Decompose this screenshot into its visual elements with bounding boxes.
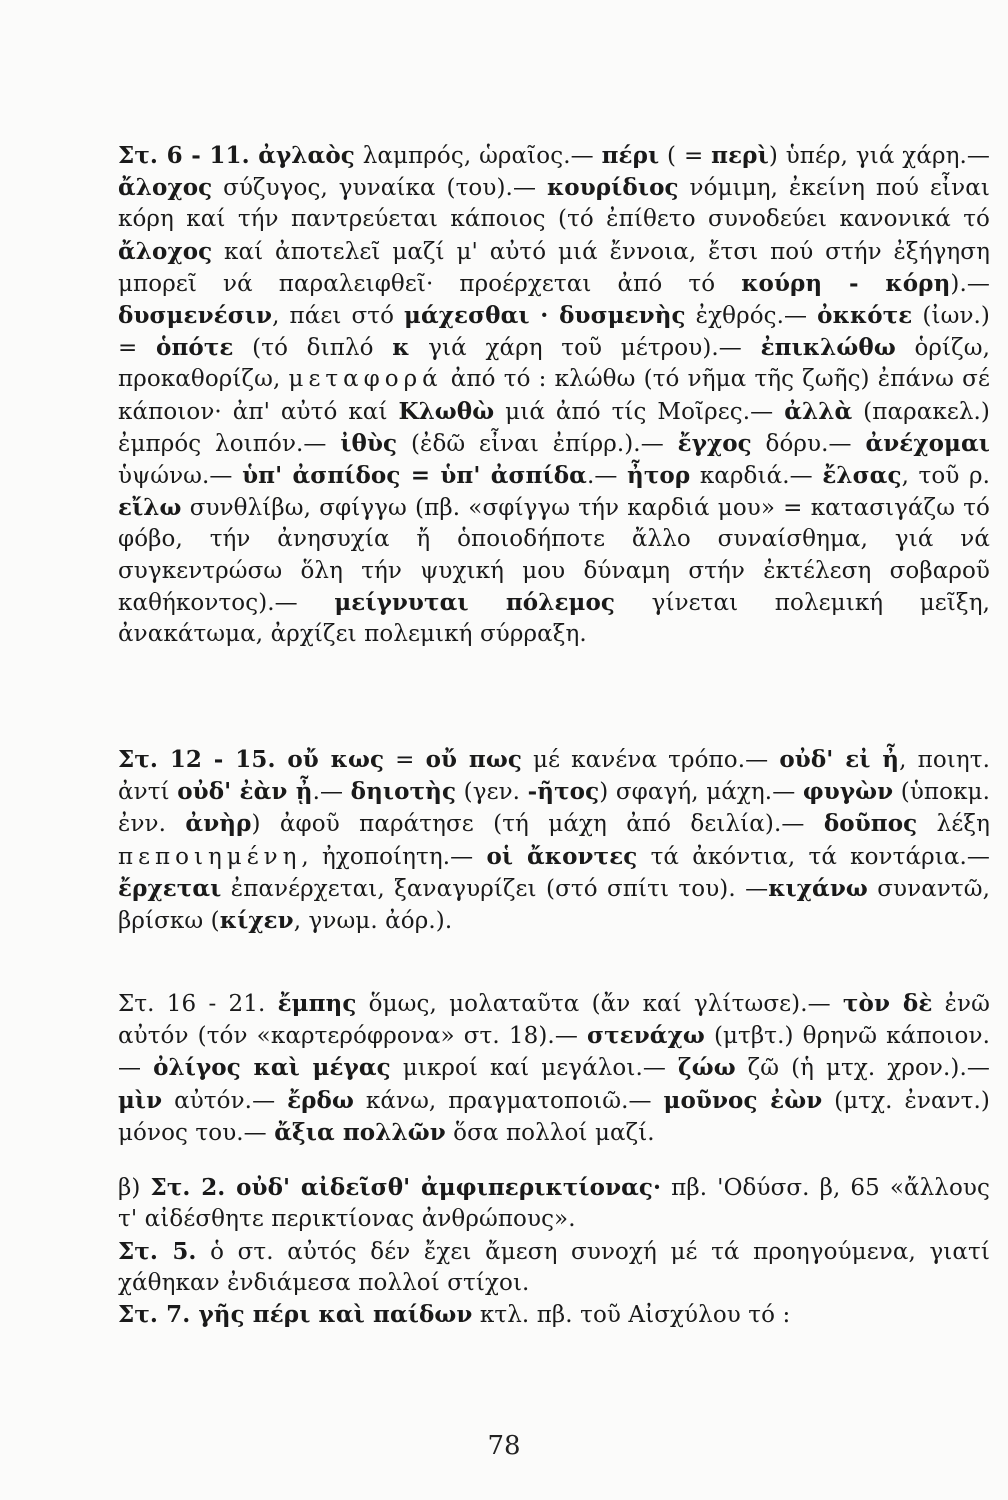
lemma-term: οὐδ' ἐὰν ᾖ bbox=[177, 778, 313, 806]
lemma-term: -ῆτος bbox=[527, 778, 600, 806]
gloss-text: = bbox=[384, 747, 426, 773]
gloss-text: , ἠχοποίητη.— bbox=[301, 843, 487, 870]
lemma-term: κούρη - κόρη bbox=[741, 269, 951, 297]
lemma-term: φυγὼν bbox=[802, 778, 894, 806]
lemma-term: περὶ bbox=[711, 142, 769, 169]
gloss-text: (παρακελ.) ἐμπρός λοιπόν.— bbox=[118, 398, 991, 457]
gloss-text: (μτχ. ἐναντ.) μόνος του.— bbox=[118, 1087, 990, 1146]
commentary-paragraph-st-6-11 bbox=[118, 140, 990, 650]
emphasized-text: μεταφορά bbox=[288, 366, 443, 393]
gloss-text: ).— bbox=[950, 270, 990, 297]
gloss-text: ὁ στ. αὐτός δέν ἔχει ἄμεση συνοχή μέ τά προηγούμενα, γιατί χάθηκαν ἐνδιάμεσα πολλοί στίχοι. bbox=[118, 1239, 990, 1297]
gloss-text: γιά χάρη τοῦ μέτρου).— bbox=[409, 335, 761, 362]
lemma-term: δυσμενέσιν bbox=[118, 302, 273, 330]
lemma-term: στενάχω bbox=[587, 1022, 705, 1050]
gloss-text: μιά ἀπό τίς Μοῖρες.— bbox=[494, 398, 785, 425]
lemma-term: ἄξια πολλῶν bbox=[274, 1118, 446, 1146]
page-number: 78 bbox=[487, 1431, 521, 1461]
gloss-text: καρδιά.— bbox=[690, 463, 823, 490]
lemma-term: ἀνὴρ bbox=[185, 810, 252, 838]
gloss-text: γίνεται πολεμική μεῖξη, ἀνακάτωμα, ἀρχίζει πολεμική σύρραξη. bbox=[118, 589, 990, 648]
gloss-text: , πάει στό bbox=[272, 303, 405, 330]
lemma-term: ἀλλὰ bbox=[784, 397, 853, 425]
lemma-term: οὔ πως bbox=[425, 746, 522, 773]
lemma-term: μοῦνος ἐὼν bbox=[663, 1086, 823, 1114]
lemma-term: μὶν bbox=[118, 1086, 163, 1114]
lemma-term: οἱ ἄκοντες bbox=[486, 842, 638, 870]
lemma-term: ἀγλαὸς bbox=[258, 142, 355, 169]
gloss-text: δόρυ.— bbox=[751, 430, 866, 457]
lemma-term: ὀκκότε bbox=[817, 302, 913, 330]
lemma-term: ἔγχος bbox=[677, 429, 752, 457]
gloss-text: καί ἀποτελεῖ μαζί μ' αὐτό μιά ἔννοια, ἔτσι πού στήν ἐξήγηση μπορεῖ νά παραλειφθεῖ· προέρχεται ἀπό τό bbox=[118, 238, 990, 297]
lemma-term: ἔρχεται bbox=[118, 874, 222, 902]
lemma-term: Στ. 2. οὐδ' αἰδεῖσθ' ἀμφιπερικτίονας· bbox=[150, 1174, 662, 1201]
lemma-term: Στ. 6 - 11. bbox=[118, 142, 259, 169]
gloss-text: κτλ. πβ. τοῦ Αἰσχύλου τό : bbox=[472, 1302, 791, 1328]
gloss-text: (ὑποκμ. ἐνν. bbox=[118, 779, 990, 838]
gloss-text: ) ἀφοῦ παράτησε (τή μάχη ἀπό δειλία).— bbox=[251, 811, 824, 838]
lemma-term: ζώω bbox=[677, 1054, 736, 1082]
gloss-text: ζῶ (ἡ μτχ. χρον.).— bbox=[735, 1055, 990, 1082]
lemma-term: μείγνυται πόλεμος bbox=[334, 588, 616, 616]
lemma-term: ἔλσας bbox=[822, 462, 902, 490]
gloss-text: λέξη bbox=[917, 811, 990, 838]
lemma-term: κίχεν bbox=[219, 907, 294, 935]
gloss-text: αὐτόν.— bbox=[162, 1087, 288, 1114]
gloss-text: συναντῶ, βρίσκω ( bbox=[118, 875, 990, 935]
gloss-text: , γνωμ. ἀόρ.). bbox=[293, 908, 453, 935]
gloss-text: ) σφαγή, μάχη.— bbox=[599, 779, 803, 806]
gloss-text: , ποιητ. ἀντί bbox=[118, 747, 990, 806]
commentary-paragraph-st-5 bbox=[118, 1236, 990, 1299]
lemma-term: ἄλοχος bbox=[118, 237, 213, 265]
lemma-term: ἔμπης bbox=[277, 990, 357, 1017]
commentary-paragraph-b-st-2 bbox=[118, 1172, 990, 1235]
lemma-term: ὁπότε bbox=[156, 334, 234, 362]
lemma-term: Στ. 12 - 15. bbox=[118, 746, 288, 773]
gloss-text: ὅσα πολλοί μαζί. bbox=[445, 1119, 655, 1146]
gloss-text: , τοῦ ρ. bbox=[901, 463, 990, 490]
lemma-term: Κλωθὼ bbox=[398, 397, 495, 425]
lemma-term: ἦτορ bbox=[627, 462, 691, 490]
commentary-paragraph-st-7 bbox=[118, 1299, 990, 1331]
gloss-text: (γεν. bbox=[456, 779, 528, 806]
lemma-term: μάχεσθαι · δυσμενὴς bbox=[404, 302, 686, 330]
gloss-text: ὑψώνω.— bbox=[118, 463, 243, 490]
gloss-text: μέ κανένα τρόπο.— bbox=[521, 747, 780, 773]
gloss-text: (ἰων.) = bbox=[118, 303, 991, 362]
gloss-text: Στ. 16 - 21. bbox=[118, 991, 278, 1017]
gloss-text: ἀπό τό : κλώθω (τό νῆμα τῆς ζωῆς) ἐπάνω σέ κάποιον· ἀπ' αὐτό καί bbox=[118, 366, 990, 425]
lemma-term: τὸν δὲ bbox=[842, 990, 933, 1017]
lemma-term: Στ. 7. γῆς πέρι καὶ παίδων bbox=[118, 1301, 473, 1328]
lemma-term: κιχάνω bbox=[768, 874, 868, 902]
gloss-text: .— bbox=[312, 779, 351, 806]
gloss-text: ὅμως, μολαταῦτα (ἄν καί γλίτωσε).— bbox=[356, 991, 843, 1017]
gloss-text: (ἐδῶ εἶναι ἐπίρρ.).— bbox=[397, 430, 678, 457]
lemma-term: Στ. 5. bbox=[118, 1238, 197, 1265]
lemma-term: ὀλίγος καὶ μέγας bbox=[153, 1054, 391, 1082]
gloss-text: ( = bbox=[659, 143, 712, 169]
commentary-paragraph-st-12-15 bbox=[118, 744, 990, 937]
lemma-term: κουρίδιος bbox=[546, 174, 679, 202]
lemma-term: ἐπικλώθω bbox=[760, 334, 896, 362]
gloss-text: (τό διπλό bbox=[233, 335, 393, 362]
gloss-text: κάνω, πραγματοποιῶ.— bbox=[354, 1087, 664, 1114]
gloss-text: ὁρίζω, προκαθορίζω, bbox=[118, 335, 990, 393]
gloss-text: ) ὑπέρ, γιά χάρη.— bbox=[768, 143, 990, 169]
lemma-term: ἰθὺς bbox=[340, 429, 398, 457]
gloss-text: σύζυγος, γυναίκα (του).— bbox=[212, 175, 547, 202]
gloss-text: .— bbox=[586, 463, 628, 490]
lemma-term: ἔρδω bbox=[287, 1086, 354, 1114]
gloss-text: ἐπανέρχεται, ξαναγυρίζει (στό σπίτι του). — bbox=[221, 875, 769, 902]
lemma-term: κ bbox=[392, 334, 410, 362]
commentary-paragraph-st-16-21 bbox=[118, 988, 990, 1149]
gloss-text: συνθλίβω, σφίγγω (πβ. «σφίγγω τήν καρδιά μου» = κατασιγάζω τό φόβο, τήν ἀνησυχία ἤ ὁποιοδήποτε ἄλλο συναίσθημα, γιά νά συγκεντρώσω ὅλη τήν ψυχική μου δύναμη στήν ἐκτέλεση σοβαροῦ καθήκοντος).— bbox=[118, 495, 990, 616]
lemma-term: πέρι bbox=[601, 142, 660, 169]
gloss-text: πβ. 'Οδύσσ. β, 65 «ἄλλους τ' αἰδέσθητε περικτίονας ἀνθρώπους». bbox=[118, 1175, 990, 1233]
lemma-term: ἄλοχος bbox=[118, 174, 213, 202]
emphasized-text: πεποιημένη bbox=[118, 843, 302, 870]
lemma-term: εἴλω bbox=[118, 494, 182, 522]
lemma-term: ἀνέχομαι bbox=[865, 429, 991, 457]
gloss-text: β) bbox=[118, 1175, 151, 1201]
gloss-text: μικροί καί μεγάλοι.— bbox=[390, 1055, 678, 1082]
gloss-text: ἐχθρός.— bbox=[685, 303, 818, 330]
lemma-term: δηιοτὴς bbox=[350, 778, 457, 806]
gloss-text: λαμπρός, ὡραῖος.— bbox=[354, 143, 602, 169]
lemma-term: ὑπ' ἀσπίδος = ὑπ' ἀσπίδα bbox=[242, 462, 587, 490]
gloss-text: νόμιμη, ἐκείνη πού εἶναι κόρη καί τήν παντρεύεται κάποιος (τό ἐπίθετο συνοδεύει κανονικά τό bbox=[118, 175, 990, 233]
gloss-text: ἐνῶ αὐτόν (τόν «καρτερόφρονα» στ. 18).— bbox=[118, 991, 990, 1050]
lemma-term: δοῦπος bbox=[823, 810, 918, 838]
gloss-text: τά ἀκόντια, τά κοντάρια.— bbox=[637, 843, 990, 870]
lemma-term: οὔ κως bbox=[287, 746, 385, 773]
lemma-term: οὐδ' εἰ ἦ bbox=[779, 746, 900, 773]
gloss-text: (μτβτ.) θρηνῶ κάποιον.— bbox=[118, 1023, 990, 1082]
